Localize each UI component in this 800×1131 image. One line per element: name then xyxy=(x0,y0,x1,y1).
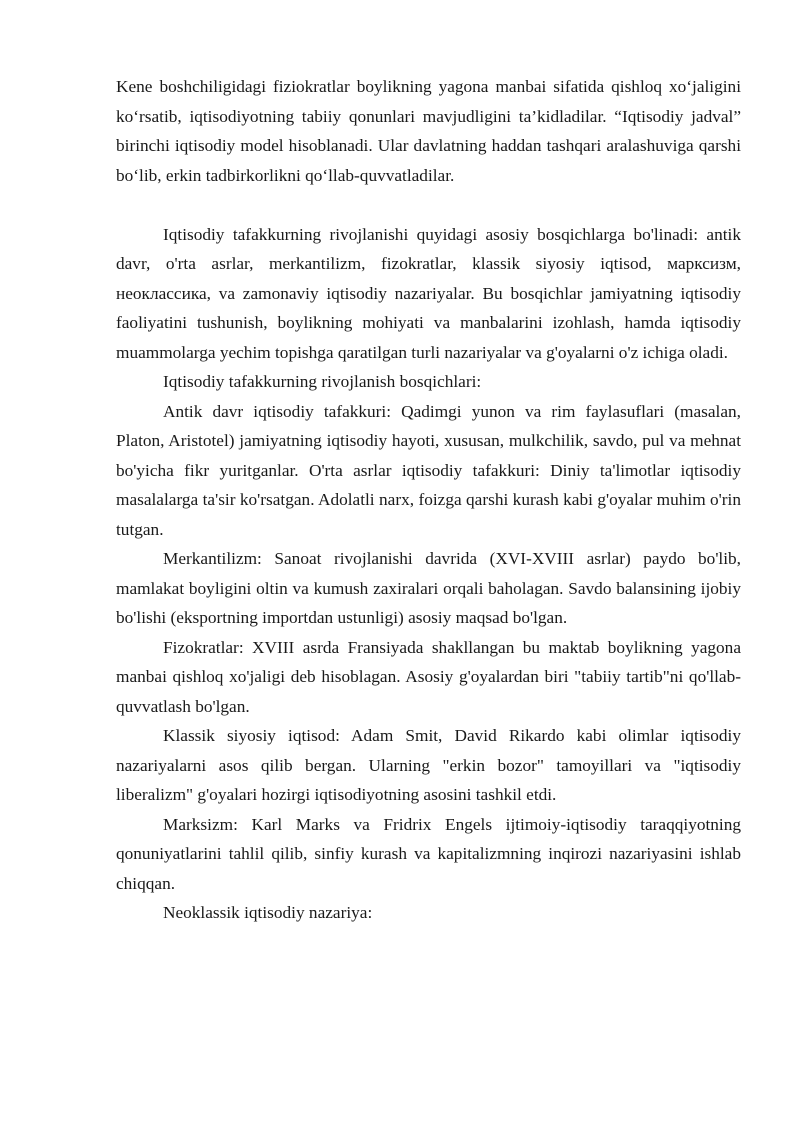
paragraph-marxism: Marksizm: Karl Marks va Fridrix Engels ijtimoiy-iqtisodiy taraqqiyotning qonuniyatlarini tahlil qilib, sinfiy kurash va kapitalizmning inqirozi nazariyasini ishlab chiqqan. xyxy=(116,814,741,893)
paragraph-mercantilism: Merkantilizm: Sanoat rivojlanishi davrida (XVI-XVIII asrlar) paydo bo'lib, mamlakat boyligini oltin va kumush zaxiralari orqali baholagan. Savdo balansining ijobiy bo'lishi (eksportning importdan ustunligi) asosiy maqsad bo'lgan. xyxy=(116,549,741,627)
paragraph-classical-economics: Klassik siyosiy iqtisod: Adam Smit, David Rikardo kabi olimlar iqtisodiy nazariyalarni asos qilib bergan. Ularning "erkin bozor" tamoyillari va "iqtisodiy liberalizm" g'oyalari hozirgi iqtisodiyotning asosini tashkil etdi. xyxy=(116,726,741,804)
paragraph-physiocrats-intro: Kene boshchiligidagi fiziokratlar boylikning yagona manbai sifatida qishloq xo‘jaligini ko‘rsatib, iqtisodiyotning tabiiy qonunlari mavjudligini ta’kidladilar. “Iqtisodiy jadval” birinchi iqtisodiy model hisoblanadi. Ular davlatning haddan tashqari aralashuviga qarshi bo‘lib, erkin tadbirkorlikni qo‘llab-quvvatladilar. xyxy=(116,77,741,185)
paragraph-physiocrats: Fizokratlar: XVIII asrda Fransiyada shakllangan bu maktab boylikning yagona manbai qishloq xo'jaligi deb hisoblagan. Asosiy g'oyalardan biri "tabiiy tartib"ni qo'llab-quvvatlash bo'lgan. xyxy=(116,637,741,716)
paragraph-stages-heading: Iqtisodiy tafakkurning rivojlanish bosqichlari: xyxy=(163,372,482,391)
paragraph-neoclassical: Neoklassik iqtisodiy nazariya: xyxy=(163,903,373,922)
document-page xyxy=(116,72,741,928)
paragraph-antiquity: Antik davr iqtisodiy tafakkuri: Qadimgi yunon va rim faylasuflari (masalan, Platon, Aristotel) jamiyatning iqtisodiy hayoti, xususan, mulkchilik, savdo, pul va mehnat bo'yicha fikr yuritganlar. O'rta asrlar iqtisodiy tafakkuri: Diniy ta'limotlar iqtisodiy masalalarga ta'sir ko'rsatgan. Adolatli narx, foizga qarshi kurash kabi g'oyalar muhim o'rin tutgan. xyxy=(116,401,741,539)
paragraph-gap xyxy=(116,190,741,220)
paragraph-stages-overview: Iqtisodiy tafakkurning rivojlanishi quyidagi asosiy bosqichlarga bo'linadi: antik davr, o'rta asrlar, merkantilizm, fizokratlar, klassik siyosiy iqtisod, марксизм, неоклассика, va zamonaviy iqtisodiy nazariyalar. Bu bosqichlar jamiyatning iqtisodiy faoliyatini tushunish, boylikning mohiyati va manbalarini izohlash, hamda iqtisodiy muammolarga yechim topishga qaratilgan turli nazariyalar va g'oyalarni o'z ichiga oladi. xyxy=(116,224,741,362)
